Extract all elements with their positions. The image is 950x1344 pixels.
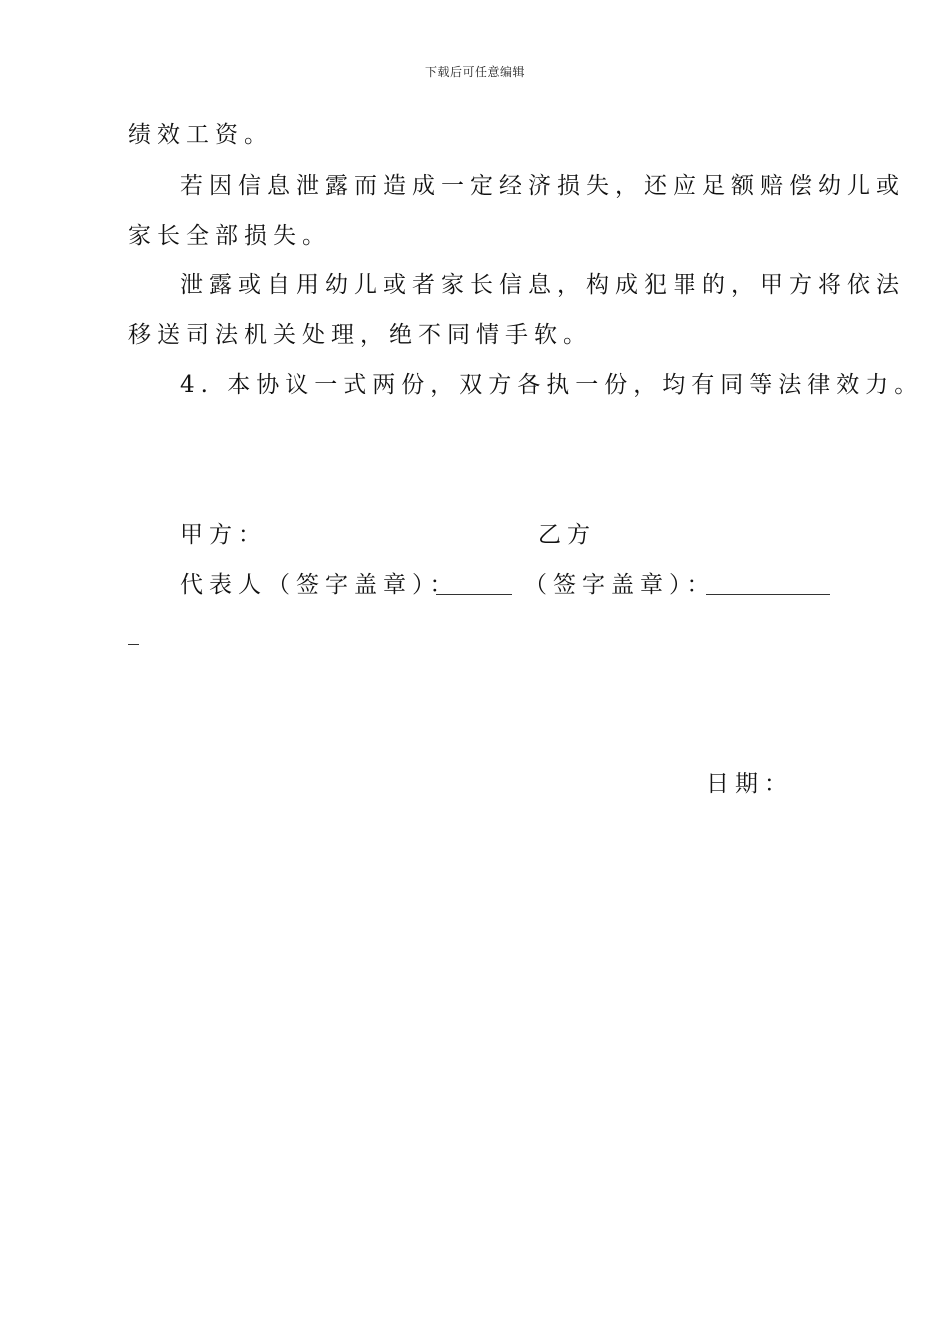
party-a-label: 甲方： — [180, 522, 267, 548]
party-b-sign-label: （签字盖章）： — [524, 572, 716, 598]
paragraph-line: 若因信息泄露而造成一定经济损失，还应足额赔偿幼儿或 — [180, 173, 905, 199]
paragraph-line: 绩效工资。 — [128, 122, 273, 148]
party-a-signature-line — [436, 594, 512, 595]
party-b-label: 乙方 — [538, 522, 596, 548]
paragraph-line: 4. 本协议一式两份，双方各执一份，均有同等法律效力。 — [180, 372, 924, 398]
party-b-signature-line — [706, 594, 830, 595]
signature-line-continuation — [128, 644, 139, 645]
date-label: 日期： — [706, 771, 793, 797]
page-header: 下载后可任意编辑 — [424, 65, 525, 79]
representative-label: 代表人（签字盖章）： — [180, 572, 459, 598]
paragraph-line: 家长全部损失。 — [128, 223, 331, 249]
paragraph-line: 移送司法机关处理，绝不同情手软。 — [128, 322, 592, 348]
paragraph-line: 泄露或自用幼儿或者家长信息，构成犯罪的，甲方将依法 — [180, 272, 905, 298]
